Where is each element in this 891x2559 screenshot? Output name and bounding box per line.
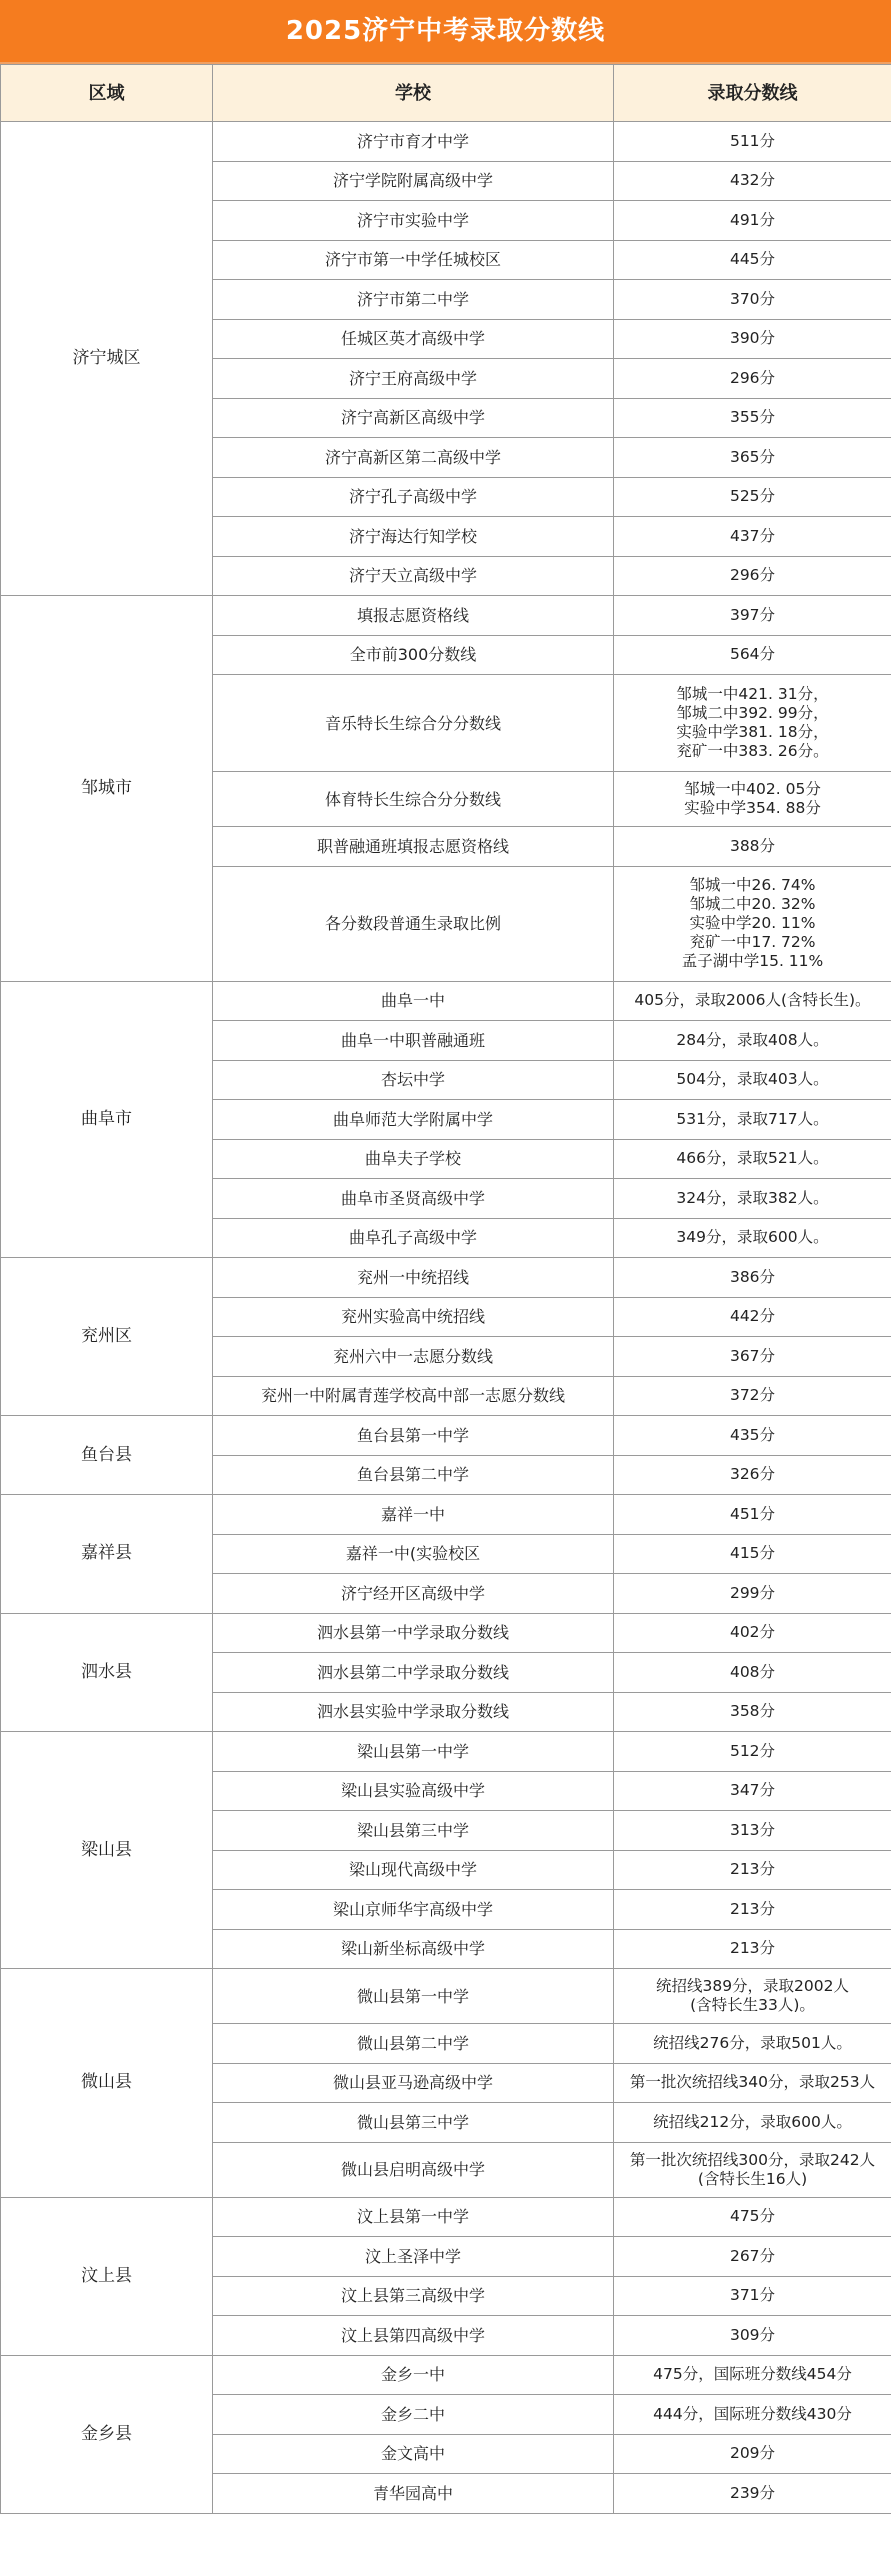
score-cell [614, 1929, 891, 1969]
school-cell: 曲阜市圣贤高级中学 [213, 1179, 614, 1219]
score-line: 孟子湖中学15. 11% [681, 952, 824, 970]
school-cell: 济宁市育才中学 [213, 122, 614, 162]
score-cell [614, 1258, 891, 1298]
header-score: 录取分数线 [614, 65, 891, 122]
school-cell: 泗水县第二中学录取分数线 [213, 1653, 614, 1693]
score-cell [614, 1376, 891, 1416]
score-cell [614, 1613, 891, 1653]
table-row [1, 1613, 891, 1653]
score-line: 267分 [729, 2246, 776, 2265]
score-line: 213分 [729, 1899, 776, 1918]
score-cell [614, 1100, 891, 1140]
school-cell: 济宁学院附属高级中学 [213, 161, 614, 201]
school-cell: 嘉祥一中 [213, 1495, 614, 1535]
school-cell: 体育特长生综合分分数线 [213, 772, 614, 827]
score-cell [614, 1455, 891, 1495]
score-line: 实验中学354. 88分 [684, 799, 821, 817]
score-line: 296分 [729, 566, 776, 585]
score-cell [614, 2434, 891, 2474]
table-row [1, 122, 891, 162]
region-cell: 曲阜市 [1, 981, 213, 1258]
score-cell [614, 596, 891, 636]
score-cell [614, 1179, 891, 1219]
score-line: 349分，录取600人。 [676, 1228, 829, 1247]
score-cell [614, 161, 891, 201]
score-cell [614, 1574, 891, 1614]
school-cell: 鱼台县第二中学 [213, 1455, 614, 1495]
score-line: 239分 [729, 2483, 776, 2502]
school-cell: 音乐特长生综合分分数线 [213, 675, 614, 772]
score-cell [614, 122, 891, 162]
school-cell: 济宁王府高级中学 [213, 359, 614, 399]
score-cell [614, 675, 891, 772]
score-line: 402分 [729, 1623, 776, 1642]
score-line: 299分 [729, 1583, 776, 1602]
score-line: 309分 [729, 2325, 776, 2344]
region-cell: 邹城市 [1, 596, 213, 982]
score-line: 邹城一中402. 05分 [684, 780, 821, 798]
score-line: 437分 [729, 526, 776, 545]
score-line: 451分 [729, 1504, 776, 1523]
score-line: 365分 [729, 447, 776, 466]
score-cell [614, 240, 891, 280]
score-cell [614, 2024, 891, 2064]
score-line: 444分，国际班分数线430分 [653, 2404, 852, 2423]
header-school: 学校 [213, 65, 614, 122]
score-line: 324分，录取382人。 [676, 1188, 829, 1207]
region-cell: 济宁城区 [1, 122, 213, 596]
score-line: 213分 [729, 1860, 776, 1879]
score-line: 372分 [729, 1386, 776, 1405]
score-line: 邹城一中421. 31分， [676, 685, 829, 703]
score-line: 313分 [729, 1820, 776, 1839]
school-cell: 济宁市第一中学任城校区 [213, 240, 614, 280]
score-cell [614, 827, 891, 867]
score-cell [614, 1337, 891, 1377]
score-cell [614, 517, 891, 557]
score-cell [614, 556, 891, 596]
score-line: 326分 [729, 1465, 776, 1484]
score-line: 525分 [729, 487, 776, 506]
score-cell [614, 981, 891, 1021]
page-title: 2025济宁中考录取分数线 [0, 0, 891, 64]
table-row [1, 1969, 891, 2024]
school-cell: 曲阜孔子高级中学 [213, 1218, 614, 1258]
score-cell [614, 2316, 891, 2356]
school-cell: 兖州六中一志愿分数线 [213, 1337, 614, 1377]
score-cell [614, 1534, 891, 1574]
school-cell: 济宁高新区高级中学 [213, 398, 614, 438]
score-cell [614, 1811, 891, 1851]
score-line: 第一批次统招线300分，录取242人 [629, 2150, 876, 2169]
score-cell [614, 2103, 891, 2143]
region-cell: 汶上县 [1, 2197, 213, 2355]
school-cell: 微山县第三中学 [213, 2103, 614, 2143]
school-cell: 济宁天立高级中学 [213, 556, 614, 596]
school-cell: 济宁经开区高级中学 [213, 1574, 614, 1614]
school-cell: 梁山县第一中学 [213, 1732, 614, 1772]
score-line: 475分，国际班分数线454分 [653, 2365, 852, 2384]
score-cell [614, 1850, 891, 1890]
score-cell [614, 2395, 891, 2435]
score-line: 284分，录取408人。 [676, 1030, 829, 1049]
score-line: 213分 [729, 1939, 776, 1958]
score-line: 512分 [729, 1741, 776, 1760]
school-cell: 兖州实验高中统招线 [213, 1297, 614, 1337]
score-cell [614, 1692, 891, 1732]
score-cell [614, 477, 891, 517]
region-cell: 微山县 [1, 1969, 213, 2198]
score-cell [614, 1771, 891, 1811]
score-line: 388分 [729, 836, 776, 855]
score-cell [614, 201, 891, 241]
score-line: 兖矿一中17. 72% [689, 933, 816, 951]
score-line: 405分，录取2006人(含特长生)。 [634, 991, 871, 1010]
school-cell: 梁山县第三中学 [213, 1811, 614, 1851]
score-cell [614, 1732, 891, 1772]
school-cell: 曲阜一中 [213, 981, 614, 1021]
school-cell: 微山县亚马逊高级中学 [213, 2063, 614, 2103]
score-line: 统招线276分，录取501人。 [653, 2033, 852, 2052]
school-cell: 兖州一中附属青莲学校高中部一志愿分数线 [213, 1376, 614, 1416]
score-cell [614, 2063, 891, 2103]
score-line: (含特长生16人) [697, 2169, 808, 2188]
school-cell: 金文高中 [213, 2434, 614, 2474]
score-cell [614, 2355, 891, 2395]
score-cell [614, 1653, 891, 1693]
school-cell: 曲阜一中职普融通班 [213, 1021, 614, 1061]
score-line: 390分 [729, 329, 776, 348]
school-cell: 梁山现代高级中学 [213, 1850, 614, 1890]
school-cell: 汶上圣泽中学 [213, 2237, 614, 2277]
school-cell: 鱼台县第一中学 [213, 1416, 614, 1456]
score-cell [614, 2197, 891, 2237]
school-cell: 杏坛中学 [213, 1060, 614, 1100]
header-region: 区域 [1, 65, 213, 122]
score-line: 475分 [729, 2207, 776, 2226]
school-cell: 汶上县第三高级中学 [213, 2276, 614, 2316]
region-cell: 兖州区 [1, 1258, 213, 1416]
score-line: 386分 [729, 1267, 776, 1286]
school-cell: 微山县启明高级中学 [213, 2142, 614, 2197]
score-cell [614, 1060, 891, 1100]
score-cell [614, 1297, 891, 1337]
school-cell: 各分数段普通生录取比例 [213, 866, 614, 981]
score-line: 实验中学20. 11% [689, 914, 816, 932]
score-cell [614, 866, 891, 981]
school-cell: 泗水县实验中学录取分数线 [213, 1692, 614, 1732]
school-cell: 青华园高中 [213, 2474, 614, 2514]
school-cell: 济宁海达行知学校 [213, 517, 614, 557]
score-cell [614, 2276, 891, 2316]
school-cell: 全市前300分数线 [213, 635, 614, 675]
score-cell [614, 1218, 891, 1258]
region-cell: 梁山县 [1, 1732, 213, 1969]
school-cell: 济宁市实验中学 [213, 201, 614, 241]
score-cell [614, 2237, 891, 2277]
school-cell: 曲阜师范大学附属中学 [213, 1100, 614, 1140]
score-line: 统招线389分，录取2002人 [655, 1977, 850, 1995]
school-cell: 汶上县第一中学 [213, 2197, 614, 2237]
school-cell: 嘉祥一中(实验校区 [213, 1534, 614, 1574]
school-cell: 济宁市第二中学 [213, 280, 614, 320]
score-cell [614, 1890, 891, 1930]
table-row [1, 1416, 891, 1456]
score-cell [614, 398, 891, 438]
score-line: 367分 [729, 1346, 776, 1365]
school-cell: 微山县第二中学 [213, 2024, 614, 2064]
school-cell: 汶上县第四高级中学 [213, 2316, 614, 2356]
table-row [1, 1732, 891, 1772]
score-line: 432分 [729, 171, 776, 190]
table-body [1, 122, 891, 2514]
score-cell [614, 1969, 891, 2024]
score-line: 邹城二中392. 99分， [676, 704, 829, 722]
score-line: 511分 [729, 131, 776, 150]
score-cell [614, 438, 891, 478]
score-line: 统招线212分，录取600人。 [653, 2112, 852, 2131]
score-line: 第一批次统招线340分，录取253人 [629, 2073, 876, 2092]
school-cell: 梁山新坐标高级中学 [213, 1929, 614, 1969]
table-row [1, 2355, 891, 2395]
school-cell: 济宁高新区第二高级中学 [213, 438, 614, 478]
score-line: 209分 [729, 2444, 776, 2463]
school-cell: 金乡二中 [213, 2395, 614, 2435]
score-line: 408分 [729, 1662, 776, 1681]
school-cell: 金乡一中 [213, 2355, 614, 2395]
school-cell: 泗水县第一中学录取分数线 [213, 1613, 614, 1653]
school-cell: 梁山县实验高级中学 [213, 1771, 614, 1811]
table-row [1, 1258, 891, 1298]
score-cell [614, 1495, 891, 1535]
score-cell [614, 319, 891, 359]
score-cell [614, 1139, 891, 1179]
score-line: 兖矿一中383. 26分。 [676, 742, 829, 760]
score-line: 296分 [729, 368, 776, 387]
score-line: 466分，录取521人。 [676, 1149, 829, 1168]
table-row [1, 981, 891, 1021]
score-line: 实验中学381. 18分， [676, 723, 829, 741]
score-line: 435分 [729, 1425, 776, 1444]
school-cell: 曲阜夫子学校 [213, 1139, 614, 1179]
table-row [1, 2197, 891, 2237]
score-cell [614, 2474, 891, 2514]
score-cell [614, 1416, 891, 1456]
score-line: 504分，录取403人。 [676, 1070, 829, 1089]
score-table [0, 64, 891, 2514]
table-row [1, 1495, 891, 1535]
score-line: 371分 [729, 2286, 776, 2305]
score-line: 邹城二中20. 32% [689, 895, 816, 913]
school-cell: 济宁孔子高级中学 [213, 477, 614, 517]
score-line: 415分 [729, 1544, 776, 1563]
region-cell: 嘉祥县 [1, 1495, 213, 1614]
score-cell [614, 2142, 891, 2197]
score-line: 邹城一中26. 74% [689, 876, 816, 894]
score-cell [614, 1021, 891, 1061]
score-cell [614, 280, 891, 320]
table-row [1, 596, 891, 636]
score-line: 564分 [729, 645, 776, 664]
score-line: 358分 [729, 1702, 776, 1721]
score-cell [614, 635, 891, 675]
score-line: 491分 [729, 210, 776, 229]
score-line: 347分 [729, 1781, 776, 1800]
school-cell: 填报志愿资格线 [213, 596, 614, 636]
region-cell: 鱼台县 [1, 1416, 213, 1495]
score-line: 442分 [729, 1307, 776, 1326]
school-cell: 微山县第一中学 [213, 1969, 614, 2024]
score-line: 445分 [729, 250, 776, 269]
school-cell: 兖州一中统招线 [213, 1258, 614, 1298]
score-line: 370分 [729, 289, 776, 308]
region-cell: 泗水县 [1, 1613, 213, 1732]
score-line: 531分，录取717人。 [676, 1109, 829, 1128]
school-cell: 职普融通班填报志愿资格线 [213, 827, 614, 867]
school-cell: 任城区英才高级中学 [213, 319, 614, 359]
score-line: 355分 [729, 408, 776, 427]
score-cell [614, 772, 891, 827]
region-cell: 金乡县 [1, 2355, 213, 2513]
table-header-row [1, 65, 891, 122]
score-cell [614, 359, 891, 399]
score-line: (含特长生33人)。 [690, 1996, 815, 2014]
school-cell: 梁山京师华宇高级中学 [213, 1890, 614, 1930]
score-line: 397分 [729, 605, 776, 624]
